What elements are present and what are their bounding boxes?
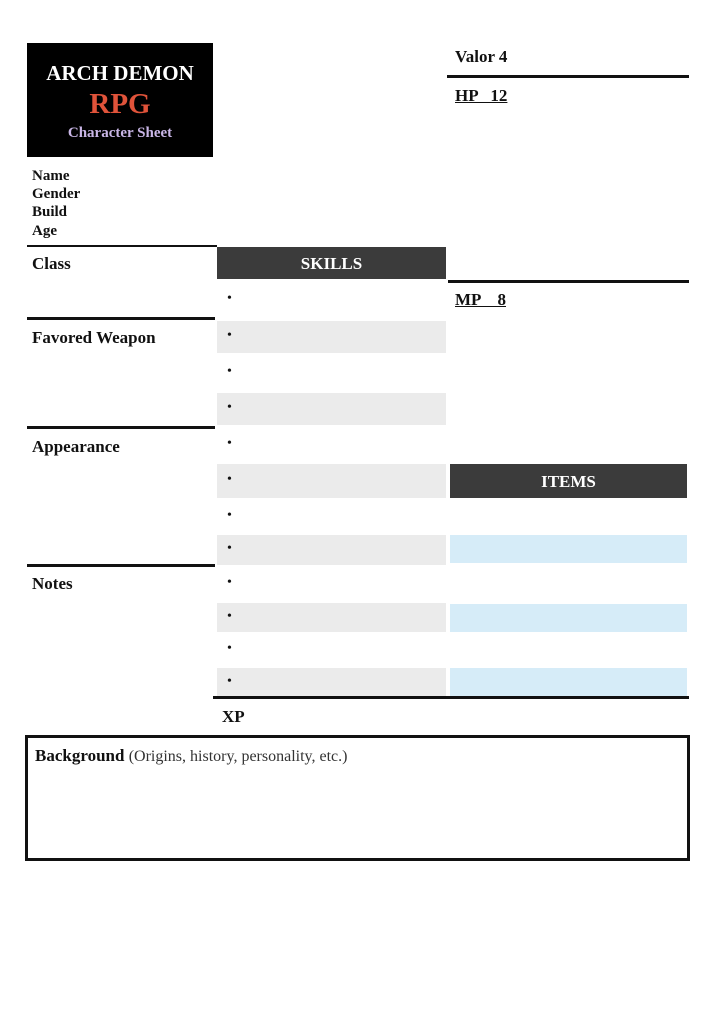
notes-label: Notes [32, 574, 73, 593]
divider [27, 317, 215, 320]
background-label: Background [35, 746, 125, 765]
divider [27, 426, 215, 429]
items-header: ITEMS [450, 464, 687, 498]
bullet: • [227, 608, 232, 624]
skills-header: SKILLS [217, 247, 446, 279]
age-label: Age [32, 223, 57, 239]
background-hint: (Origins, history, personality, etc.) [128, 748, 348, 765]
appearance-label: Appearance [32, 437, 120, 456]
bullet: • [227, 507, 232, 523]
logo-title: ARCH DEMON [46, 61, 194, 85]
valor-stat: Valor 4 [455, 47, 508, 66]
skill-row[interactable] [217, 464, 446, 498]
xp-label: XP [222, 707, 245, 726]
build-label: Build [32, 204, 68, 220]
divider [447, 75, 689, 78]
bullet: • [227, 435, 232, 451]
skill-row[interactable] [217, 393, 446, 425]
bullet: • [227, 575, 232, 590]
item-slot[interactable] [450, 535, 687, 563]
bullet: • [227, 472, 232, 487]
logo-subtitle: Character Sheet [67, 125, 173, 141]
item-slot[interactable] [450, 604, 687, 632]
name-label: Name [32, 168, 70, 184]
bullet: • [227, 400, 232, 415]
favored-weapon-label: Favored Weapon [32, 328, 156, 347]
bullet: • [227, 541, 232, 556]
divider [27, 245, 217, 247]
skill-row[interactable] [217, 499, 446, 534]
gender-label: Gender [32, 186, 81, 202]
logo-rpg: RPG [89, 88, 151, 120]
skill-row[interactable] [217, 321, 446, 353]
bullet: • [227, 641, 232, 656]
skill-row[interactable] [217, 354, 446, 392]
skill-row[interactable] [217, 280, 446, 320]
skill-row[interactable] [217, 426, 446, 463]
skill-row[interactable] [217, 603, 446, 632]
divider [213, 696, 689, 699]
divider [448, 280, 689, 283]
skill-row[interactable] [217, 566, 446, 602]
skill-row[interactable] [217, 633, 446, 667]
mp-stat: MP 8 [455, 290, 506, 309]
bullet: • [227, 364, 232, 379]
divider [27, 564, 215, 567]
bullet: • [227, 673, 232, 689]
item-slot[interactable] [450, 668, 687, 697]
bullet: • [227, 291, 232, 306]
background-box[interactable] [25, 735, 690, 861]
bullet: • [227, 328, 232, 343]
logo [27, 43, 213, 157]
hp-stat: HP 12 [455, 86, 508, 105]
skill-row[interactable] [217, 535, 446, 565]
skill-row[interactable] [217, 668, 446, 697]
class-label: Class [32, 254, 71, 273]
